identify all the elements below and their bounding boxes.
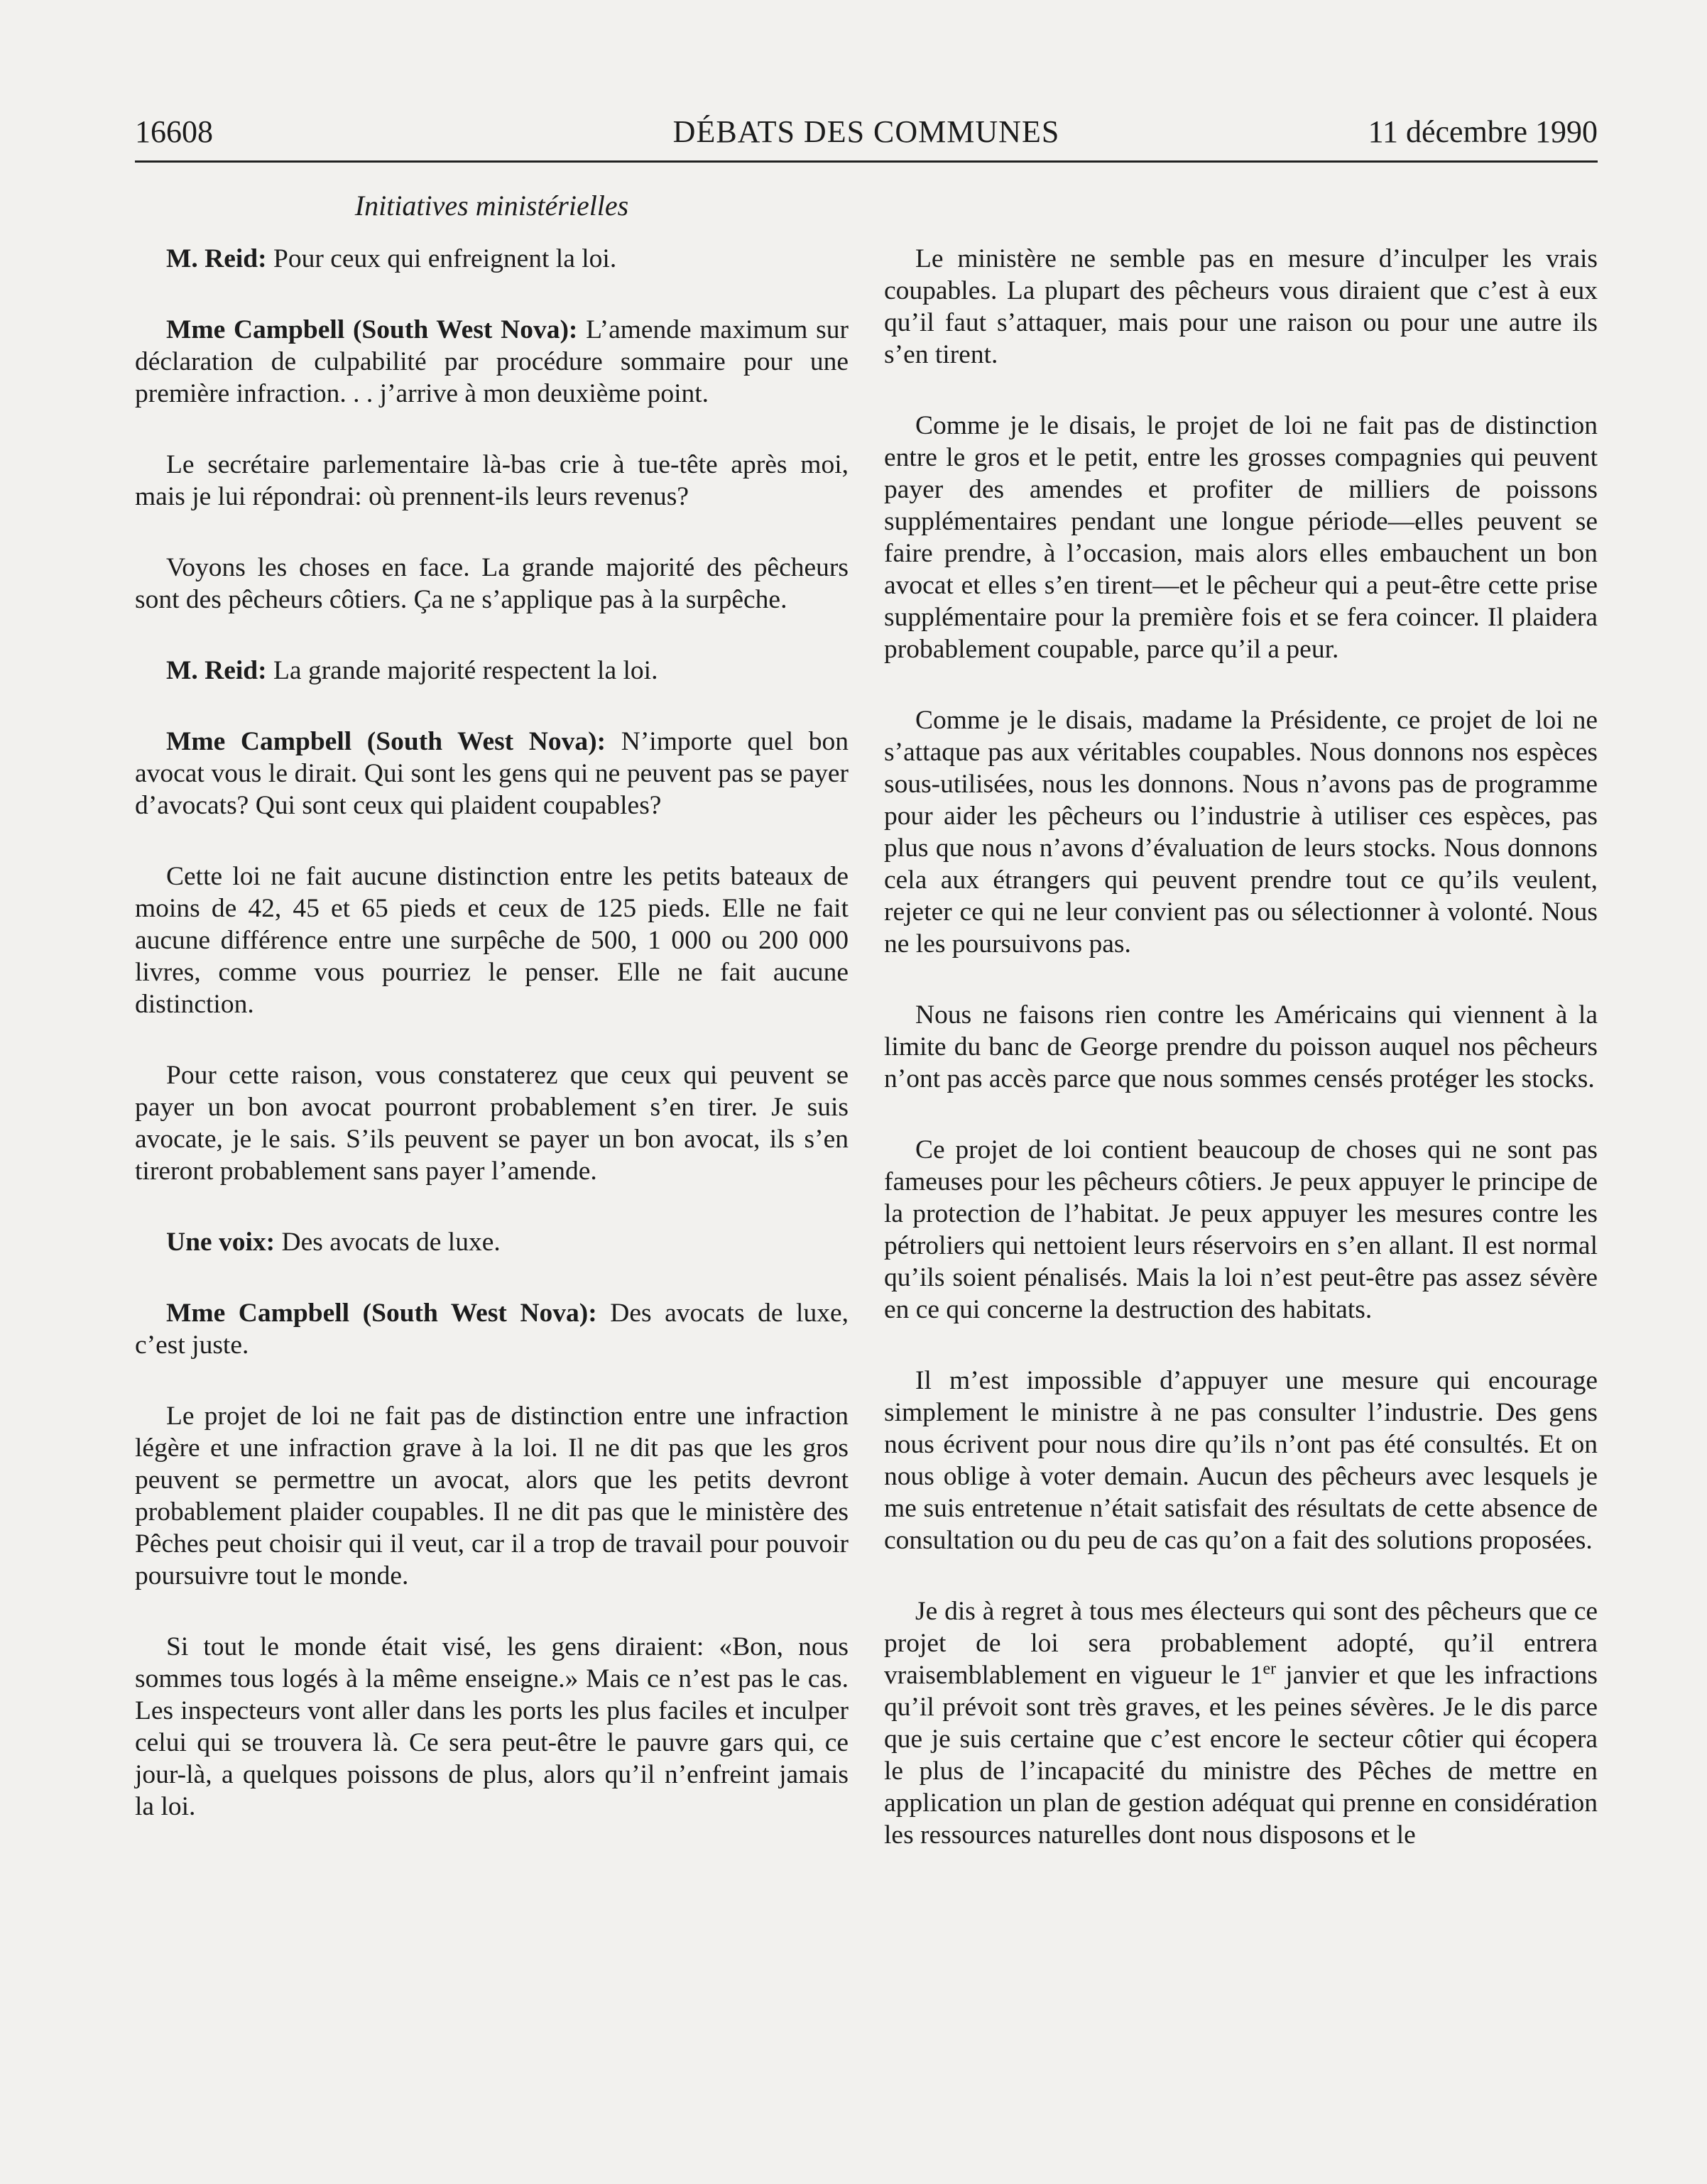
paragraph	[884, 1595, 1598, 1851]
paragraph-text: Le ministère ne semble pas en mesure d’inculper les vrais coupables. La plupart des pêcheurs vous diraient que c’est à eux qu’il faut s’attaquer, mais pour une raison ou pour une autre ils s’en tirent.	[884, 244, 1598, 369]
paragraph-text: Nous ne faisons rien contre les Américains qui viennent à la limite du banc de George prendre du poisson auquel nos pêcheurs n’ont pas accès parce que nous sommes censés protéger les stocks.	[884, 1000, 1598, 1093]
section-title: Initiatives ministérielles	[354, 190, 629, 222]
paragraph-text: N’importe quel bon avocat vous le dirait. Qui sont les gens qui ne peuvent pas se payer d’avocats? Qui sont ceux qui plaident coupables?	[135, 727, 849, 820]
paragraph	[884, 243, 1598, 371]
paragraph	[135, 552, 849, 616]
paragraph	[884, 1365, 1598, 1556]
paragraph-text: Le secrétaire parlementaire là-bas crie à tue-tête après moi, mais je lui répondrai: où prennent-ils leurs revenus?	[135, 450, 849, 511]
page-header	[135, 114, 1598, 163]
paragraph-text: La grande majorité respectent la loi.	[273, 656, 658, 685]
paragraph-text: Cette loi ne fait aucune distinction entre les petits bateaux de moins de 42, 45 et 65 pieds et ceux de 125 pieds. Elle ne fait aucune différence entre une surpêche de 500, 1 000 ou 200 000 livres, comme vous pourriez le penser. Elle ne fait aucune distinction.	[135, 862, 849, 1019]
paragraph	[135, 243, 849, 275]
paragraph-text: janvier et que les infractions qu’il prévoit sont très graves, et les peines sévères. Je le dis parce que je suis certaine que c’est encore le secteur côtier qui écopera le plus de l’incapacité du ministre des Pêches de mettre en application un plan de gestion adéquat qui prenne en considération les ressources naturelles dont nous disposons et le	[884, 1661, 1598, 1850]
paragraph	[135, 726, 849, 821]
paragraph-text: Des avocats de luxe, c’est juste.	[135, 1299, 849, 1360]
paragraph-text: Ce projet de loi contient beaucoup de choses qui ne sont pas fameuses pour les pêcheurs côtiers. Je peux appuyer le principe de la protection de l’habitat. Je peux appuyer les mesures contre les pétroliers qui nettoient leurs réservoirs en s’en allant. Il est normal qu’ils soient pénalisés. Mais la loi n’est peut-être pas assez sévère en ce qui concerne la destruction des habitats.	[884, 1135, 1598, 1324]
paragraph	[135, 1297, 849, 1361]
paragraph-text: Comme je le disais, madame la Présidente, ce projet de loi ne s’attaque pas aux véritables coupables. Nous donnons nos espèces sous-utilisées, nous les donnons. Nous n’avons pas de programme pour aider les pêcheurs ou l’industrie à utiliser ces espèces, pas plus que nous n’avons d’évaluation de leurs stocks. Nous donnons cela aux étrangers qui peuvent prendre tout ce qu’ils veulent, rejeter ce qui ne leur convient pas ou sélectionner à volonté. Nous ne les poursuivons pas.	[884, 706, 1598, 959]
paragraph	[135, 1059, 849, 1187]
paragraph	[135, 449, 849, 513]
paragraph-text: Si tout le monde était visé, les gens diraient: «Bon, nous sommes tous logés à la même enseigne.» Mais ce n’est pas le cas. Les inspecteurs vont aller dans les ports les plus faciles et inculper celui qui se trouvera là. Ce sera peut-être le pauvre gars qui, ce jour-là, a quelques poissons de plus, alors qu’il n’enfreint jamais la loi.	[135, 1632, 849, 1821]
paragraph-text: L’amende maximum sur déclaration de culpabilité par procédure sommaire pour une première infraction. . . j’arrive à mon deuxième point.	[135, 315, 849, 408]
speaker-name: Mme Campbell (South West Nova):	[166, 1299, 597, 1328]
paragraph-text: Pour cette raison, vous constaterez que ceux qui peuvent se payer un bon avocat pourront probablement s’en tirer. Je suis avocate, je le sais. S’ils peuvent se payer un bon avocat, ils s’en tireront probablement sans payer l’amende.	[135, 1061, 849, 1186]
paragraph-text: Comme je le disais, le projet de loi ne fait pas de distinction entre le gros et le petit, entre les grosses compagnies qui peuvent payer des amendes et profiter de milliers de poissons supplémentaires pendant une longue période—elles peuvent se faire prendre, à l’occasion, mais alors elles embauchent un bon avocat et elles s’en tirent—et le pêcheur qui a peut-être cette prise supplémentaire pour la première fois et se fera coincer. Il plaidera probablement coupable, parce qu’il a peur.	[884, 411, 1598, 664]
paragraph-text: Pour ceux qui enfreignent la loi.	[273, 244, 617, 273]
paragraph	[135, 314, 849, 410]
paragraph	[884, 1134, 1598, 1326]
speaker-name: Une voix:	[166, 1228, 276, 1257]
speaker-name: Mme Campbell (South West Nova):	[166, 727, 606, 756]
paragraph	[135, 1631, 849, 1823]
paragraph	[135, 861, 849, 1020]
paragraph-text: Voyons les choses en face. La grande majorité des pêcheurs sont des pêcheurs côtiers. Ça ne s’applique pas à la surpêche.	[135, 553, 849, 614]
speaker-name: Mme Campbell (South West Nova):	[166, 315, 578, 344]
publication-date: 11 décembre 1990	[1368, 114, 1598, 149]
publication-title: DÉBATS DES COMMUNES	[672, 114, 1060, 149]
left-column	[135, 243, 849, 1862]
speaker-name: M. Reid:	[166, 656, 267, 685]
right-column	[884, 243, 1598, 1890]
superscript: er	[1262, 1659, 1277, 1678]
paragraph-text: Des avocats de luxe.	[281, 1228, 501, 1257]
paragraph	[135, 1400, 849, 1592]
paragraph-text: Le projet de loi ne fait pas de distinction entre une infraction légère et une infraction grave à la loi. Il ne dit pas que les gros peuvent se permettre un avocat, alors que les petits devront probablement plaider coupables. Il ne dit pas que le ministère des Pêches peut choisir qui il veut, car il a trop de travail pour pouvoir poursuivre tout le monde.	[135, 1402, 849, 1590]
paragraph	[884, 410, 1598, 665]
paragraph-text: Il m’est impossible d’appuyer une mesure qui encourage simplement le ministre à ne pas consulter l’industrie. Des gens nous écrivent pour nous dire qu’ils n’ont pas été consultés. Et on nous oblige à voter demain. Aucun des pêcheurs avec lesquels je me suis entretenue n’était satisfait des résultats de cette absence de consultation ou du peu de cas qu’on a fait des solutions proposées.	[884, 1366, 1598, 1555]
page-number: 16608	[135, 114, 213, 149]
paragraph	[884, 704, 1598, 960]
paragraph	[884, 999, 1598, 1095]
paragraph	[135, 1226, 849, 1258]
paragraph-text: Je dis à regret à tous mes électeurs qui sont des pêcheurs que ce projet de loi sera probablement adopté, qu’il entrera vraisemblablement en vigueur le 1	[884, 1597, 1598, 1690]
paragraph	[135, 655, 849, 687]
speaker-name: M. Reid:	[166, 244, 267, 273]
